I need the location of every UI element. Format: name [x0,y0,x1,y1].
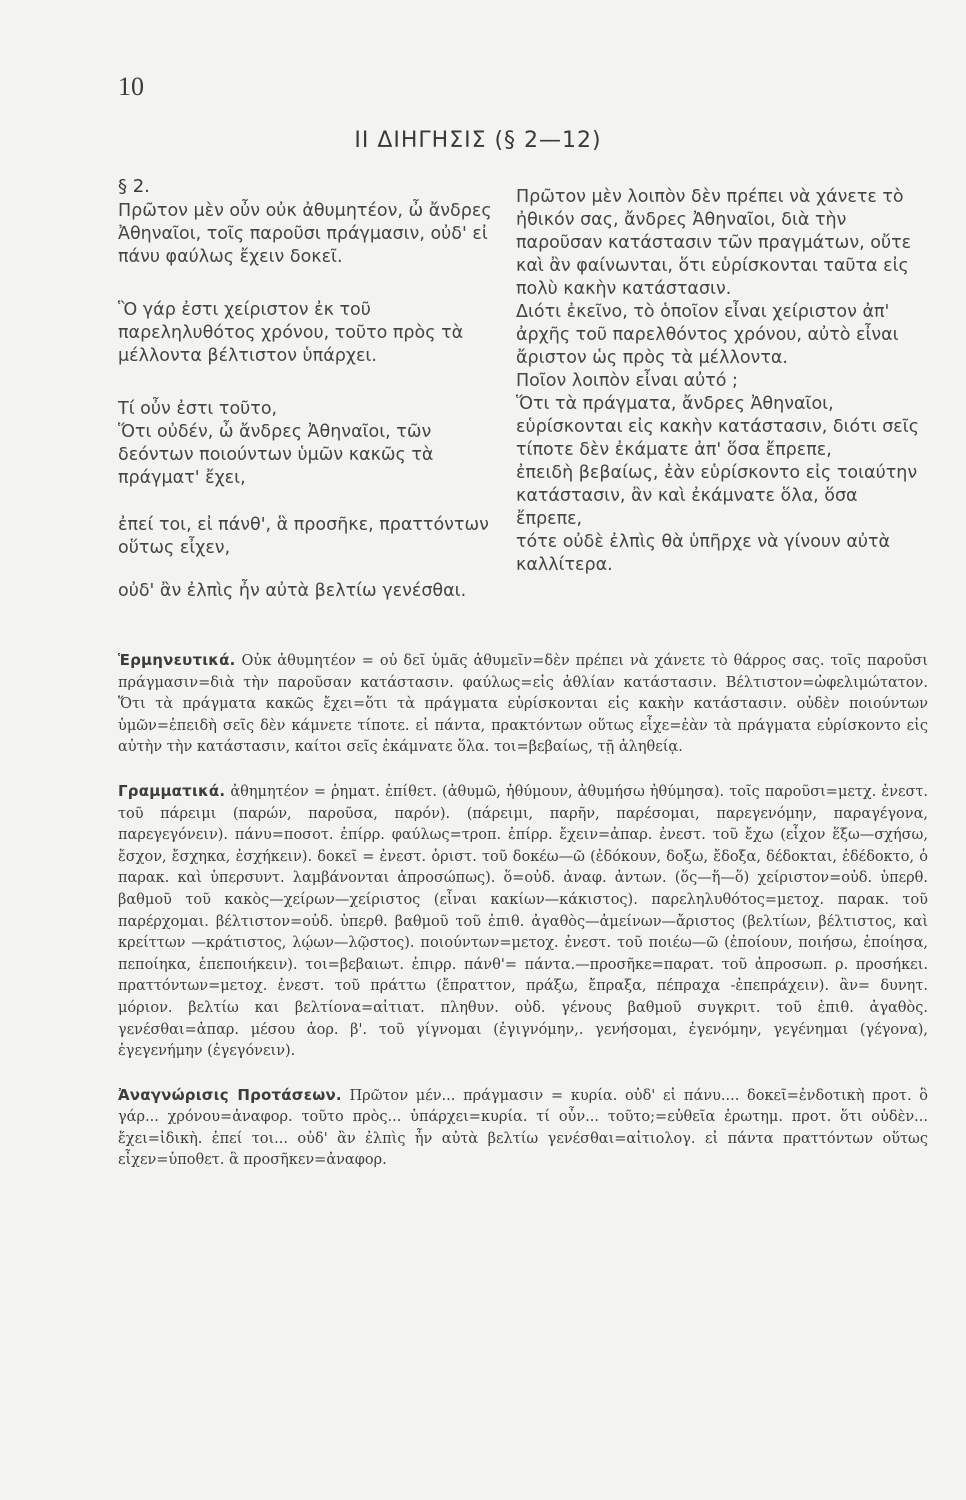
section-mark: § 2. [118,176,150,197]
notes-section [118,650,928,1172]
greek-paragraph: Πρῶτον μὲν οὖν οὐκ ἀθυμητέον, ὦ ἄνδρες Ἀθηναῖοι, τοῖς παροῦσι πράγμασιν, οὐδ' εἰ πάνυ φαύλως ἔχειν δοκεῖ. [118,201,492,267]
translation-paragraph: τότε οὐδὲ ἐλπὶς θὰ ὑπῆρχε νὰ γίνουν αὐτὰ καλλίτερα. [516,532,891,575]
grammatika-note [118,781,928,1063]
grammatika-body: ἀθημητέον = ῥηματ. ἐπίθετ. (ἀθυμῶ, ἠθύμουν, ἀθυμήσω ἠθύμησα). τοῖς παροῦσι=μετχ. ἐνεστ. τοῦ πάρειμι (παρών, παροῦσα, παρόν). (πάρειμι, παρῆν, παρέσομαι, παρεγενόμην, παραγέγονα, παρεγεγόνειν). πάνυ=ποσοτ. ἐπίρρ. φαύλως=τροπ. ἐπίρρ. ἔχειν=ἀπαρ. ἐνεστ. τοῦ ἔχω (εἶχον ἕξω—σχήσω, ἔσχον, ἔσχηκα, ἐσχήκειν). δοκεῖ = ἐνεστ. ὁριστ. τοῦ δοκέω—ῶ (ἐδόκουν, δοξω, ἔδοξα, δέδοκται, ἐδέδοκτο, ὁ παρακ. καὶ ὑπερσυντ. λαμβάνονται ἀπροσώπως). ὅ=οὐδ. ἀναφ. ἀντων. (ὅς—ἥ—ὅ) χείριστον=οὐδ. ὑπερθ. βαθμοῦ τοῦ κακὸς—χείρων—χείριστος (εἶναι κακίων—κάκιστος). παρεληλυθότος=μετοχ. παρακ. τοῦ παρέρχομαι. βέλτιστον=οὐδ. ὑπερθ. βαθμοῦ τοῦ ἐπιθ. ἀγαθὸς—ἀμείνων—ἄριστος (βελτίων, βέλτιστος, καὶ κρείττων —κράτιστος, λῴων—λῷστος). ποιούντων=μετοχ. ἐνεστ. τοῦ ποιέω—ῶ (ἐποίουν, ποιήσω, ἐποίησα, πεποίηκα, ἐπεποιήκειν). τοι=βεβαιωτ. ἐπιρρ. πάνθ'= πάντα.—προσῆκε=παρατ. τοῦ ἀπροσωπ. ρ. προσήκει. πραττόντων=μετοχ. ἐνεστ. τοῦ πράττω (ἔπραττον, πράξω, ἔπραξα, πέπραχα -ἐπεπράχειν). ἂν= δυνητ. μόριον. βελτίω και βελτίονα=αἰτιατ. πληθυν. οὐδ. γένους βαθμοῦ συγκριτ. τοῦ ἐπιθ. ἀγαθὸς. γενέσθαι=ἀπαρ. μέσου ἀορ. β'. τοῦ γίγνομαι (ἐγιγνόμην,. γενήσομαι, ἐγενόμην, γεγένημαι (γέγονα), ἐγεγενήμην (ἐγεγόνειν). [118,783,928,1060]
greek-original-column [118,200,496,603]
translation-paragraph: Ὅτι τὰ πράγματα, ἄνδρες Ἀθηναῖοι, εὑρίσκονται εἰς κακὴν κατάστασιν, διότι σεῖς τίποτε δὲν ἐκάματε ἀπ' ὅσα ἔπρεπε, [516,394,919,460]
anagnorisis-body: Πρῶτον μέν... πράγμασιν = κυρία. οὐδ' εἰ πάνυ.... δοκεῖ=ἐνδοτικὴ προτ. ὃ γάρ... χρόνου=ἀναφορ. τοῦτο πρὸς... ὑπάρχει=κυρία. τί οὖν... τοῦτο;=εὐθεῖα ἐρωτημ. προτ. ὅτι οὐδὲν... ἔχει=ἰδικὴ. ἐπεί τοι... οὐδ' ἂν ἐλπὶς ἦν αὐτὰ βελτίω γενέσθαι=αἰτιολογ. εἰ πάντα πραττόντων οὕτως εἶχεν=ὑποθετ. ἃ προσῆκεν=ἀναφορ. [118,1087,928,1169]
anagnorisis-note [118,1085,928,1172]
hermeneutika-heading: Ἑρμηνευτικά. [118,651,236,669]
translation-paragraph: ἐπειδὴ βεβαίως, ἐὰν εὑρίσκοντο εἰς τοιαύτην κατάστασιν, ἂν καὶ ἐκάμνατε ὅλα, ὅσα ἔπρεπε, [516,463,918,529]
greek-paragraph: ἐπεί τοι, εἰ πάνθ', ἃ προσῆκε, πραττόντων οὕτως εἶχεν, [118,515,489,558]
grammatika-heading: Γραμματικά. [118,781,226,800]
hermeneutika-note [118,650,928,759]
section-title: II ΔΙΗΓΗΣΙΣ (§ 2—12) [354,128,602,153]
translation-column [516,186,926,577]
hermeneutika-body: Οὐκ ἀθυμητέον = οὐ δεῖ ὑμᾶς ἀθυμεῖν=δὲν πρέπει νὰ χάνετε τὸ θάρρος σας. τοῖς παροῦσι πράγμασιν=διὰ τὴν παροῦσαν κατάστασιν. φαύλως=εἰς ἀθλίαν κατάστασιν. Βέλτιστον=ὠφελιμώτατον. Ὅτι τὰ πράγματα κακῶς ἔχει=ὅτι τὰ πράγματα εὑρίσκονται εἰς κακὴν κατάστασιν. οὐδὲν ποιούντων ὑμῶν=ἐπειδὴ σεῖς δὲν κάμνετε τίποτε. εἰ πάντα, πρακτόντων οὕτως εἶχε=ἐὰν τὰ πράγματα εὑρίσκοντο εἰς αὐτὴν τὴν κατάστασιν, καίτοι σεῖς ἐκάμνατε ὅλα. τοι=βεβαίως, τῇ ἀληθείᾳ. [118,653,928,756]
greek-paragraph: Ὃ γάρ ἐστι χείριστον ἐκ τοῦ παρεληλυθότος χρόνου, τοῦτο πρὸς τὰ μέλλοντα βέλτιστον ὑπάρχει. [118,300,464,366]
greek-paragraph: Τί οὖν ἐστι τοῦτο, [118,399,278,419]
translation-paragraph: Πρῶτον μὲν λοιπὸν δὲν πρέπει νὰ χάνετε τὸ ἠθικόν σας, ἄνδρες Ἀθηναῖοι, διὰ τὴν παροῦσαν κατάστασιν τῶν πραγμάτων, οὔτε καὶ ἂν φαίνωνται, ὅτι εὑρίσκονται ταῦτα εἰς πολὺ κακὴν κατάστασιν. [516,187,912,299]
page-number: 10 [118,72,144,101]
greek-paragraph: οὐδ' ἂν ἐλπὶς ἦν αὐτὰ βελτίω γενέσθαι. [118,581,467,601]
anagnorisis-heading: Ἀναγνώρισις Προτάσεων. [118,1085,342,1104]
translation-paragraph: Ποῖον λοιπὸν εἶναι αὐτό ; [516,371,738,391]
greek-paragraph: Ὅτι οὐδέν, ὦ ἄνδρες Ἀθηναῖοι, τῶν δεόντων ποιούντων ὑμῶν κακῶς τὰ πράγματ' ἔχει, [118,422,434,488]
translation-paragraph: Διότι ἐκεῖνο, τὸ ὁποῖον εἶναι χείριστον ἀπ' ἀρχῆς τοῦ παρελθόντος χρόνου, αὐτὸ εἶναι ἄριστον ὡς πρὸς τὰ μέλλοντα. [516,302,899,368]
